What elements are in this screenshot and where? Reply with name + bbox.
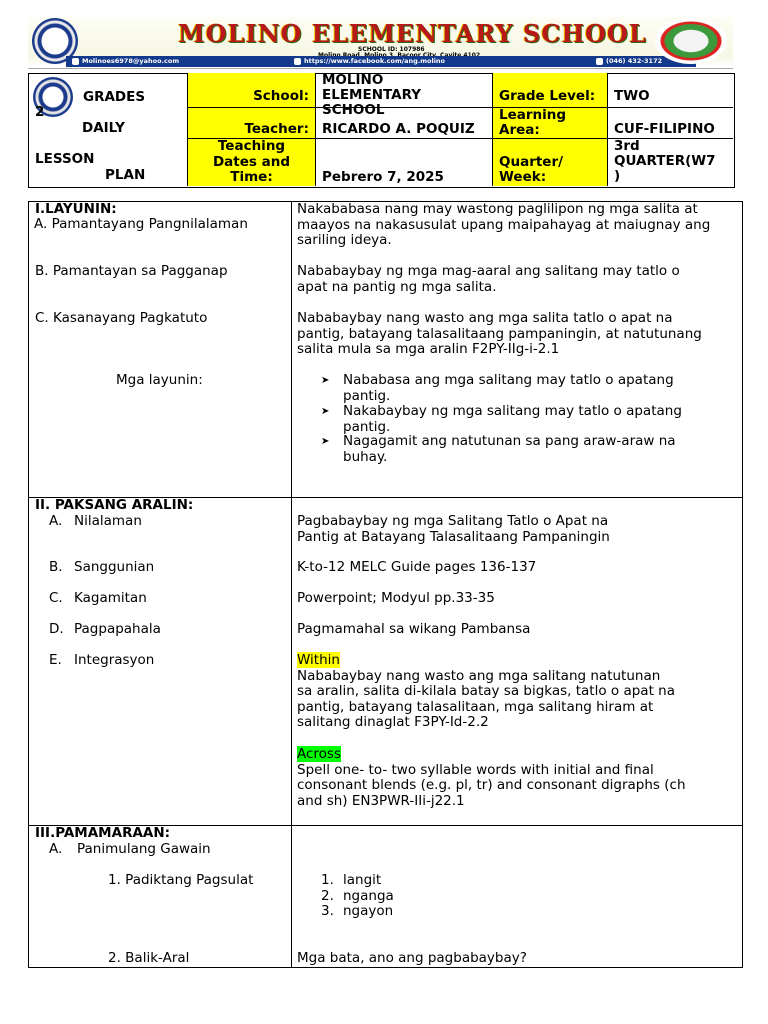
banner-facebook: https://www.facebook.com/ang.molino <box>304 57 446 65</box>
learning-area-value: CUF-FILIPINO <box>607 107 733 138</box>
pamantayan-pagganap-label: B. Pamantayan sa Pagganap <box>35 263 228 279</box>
banner-contact-strip <box>66 56 696 67</box>
teaching-dates-value: Pebrero 7, 2025 <box>315 138 492 186</box>
kagamitan-text: Powerpoint; Modyul pp.33-35 <box>297 590 495 606</box>
paksa-item-letter: D. <box>49 621 64 637</box>
arrow-bullet-icon: ➤ <box>321 406 330 417</box>
paksa-item-letter: C. <box>49 590 63 606</box>
list-item: Nakabaybay ng mga salitang may tatlo o apatang pantig. <box>343 403 682 435</box>
list-item: 2. <box>321 888 334 904</box>
pamamaraan-a-letter: A. <box>49 841 63 857</box>
within-section: Within Nababaybay nang wasto ang mga salitang natutunan sa aralin, salita di-kilala batay sa bigkas, tatlo o apat na pantig, batayang talasalitaan, mga salitang hiram at salitang dinaglat F3PY-Id-2.2 <box>297 652 675 731</box>
list-item: ngayon <box>343 903 394 919</box>
quarter-week-label: Quarter/ Week: <box>492 138 607 186</box>
list-item: 1. <box>321 872 334 888</box>
banner-school-id: SCHOOL ID: 107986 <box>358 46 425 53</box>
list-item: 3. <box>321 903 334 919</box>
sanggunian-label: Sanggunian <box>74 559 155 575</box>
across-label: Across <box>297 746 342 762</box>
arrow-bullet-icon: ➤ <box>321 375 330 386</box>
nilalaman-label: Nilalaman <box>74 513 142 529</box>
kasanayang-pagkatuto-text: Nababaybay nang wasto ang mga salita tatlo o apat na pantig, batayang talasalitaang pampaningin, at natutunang salita mula sa mga aralin F2PY-IIg-i-2.1 <box>297 310 702 358</box>
paksang-aralin-heading: II. PAKSANG ARALIN: <box>35 497 194 513</box>
teaching-dates-label: Teaching Dates and Time: <box>187 138 315 186</box>
sanggunian-text: K-to-12 MELC Guide pages 136-137 <box>297 559 537 575</box>
mga-layunin-label: Mga layunin: <box>116 372 203 388</box>
teacher-value: RICARDO A. POQUIZ <box>315 107 492 138</box>
paksa-item-letter: B. <box>49 559 63 575</box>
kagamitan-label: Kagamitan <box>74 590 147 606</box>
list-item: nganga <box>343 888 394 904</box>
within-label: Within <box>297 652 340 668</box>
grade-level-value: TWO <box>607 73 733 107</box>
phone-icon <box>596 58 603 65</box>
paksa-item-letter: E. <box>49 652 62 668</box>
pamantayan-pagganap-text: Nababaybay ng mga mag-aaral ang salitang may tatlo o apat na pantig ng mga salita. <box>297 263 680 295</box>
nilalaman-text: Pagbabaybay ng mga Salitang Tatlo o Apat na Pantig at Batayang Talasalitaang Pampaningin <box>297 513 610 545</box>
facebook-icon <box>294 58 301 65</box>
layunin-heading: I.LAYUNIN: <box>35 201 117 217</box>
list-item: langit <box>343 872 382 888</box>
pamamaraan-heading: III.PAMAMARAAN: <box>35 825 171 841</box>
pamantayang-pangnilalaman-text: Nakababasa nang may wastong paglilipon ng mga salita at maayos na nakasusulat upang maipahayag at maiugnay ang sariling ideya. <box>297 201 711 249</box>
grade-level-label: Grade Level: <box>492 73 607 107</box>
padiktang-pagsulat-label: 1. Padiktang Pagsulat <box>108 872 254 888</box>
banner-phone: (046) 432-3172 <box>606 57 663 65</box>
pagpapahala-text: Pagmamahal sa wikang Pambansa <box>297 621 531 637</box>
paksa-item-letter: A. <box>49 513 63 529</box>
list-item: Nagagamit ang natutunan sa pang araw-araw na buhay. <box>343 433 676 465</box>
banner-school-name: MOLINO ELEMENTARY SCHOOL <box>178 19 647 48</box>
school-label: School: <box>187 73 315 107</box>
school-banner <box>28 17 733 69</box>
pagpapahala-label: Pagpapahala <box>74 621 161 637</box>
school-value: MOLINO ELEMENTARY SCHOOL <box>315 73 492 107</box>
balik-aral-text: Mga bata, ano ang pagbabaybay? <box>297 950 527 966</box>
teacher-label: Teacher: <box>187 107 315 138</box>
panimulang-gawain-label: Panimulang Gawain <box>77 841 211 857</box>
learning-area-label: Learning Area: <box>492 107 607 138</box>
school-logo-icon <box>655 18 727 64</box>
lesson-plan-table <box>28 201 743 968</box>
banner-email: Molinoes6978@yahoo.com <box>82 57 180 65</box>
email-icon <box>72 58 79 65</box>
integrasyon-label: Integrasyon <box>74 652 155 668</box>
arrow-bullet-icon: ➤ <box>321 436 330 447</box>
list-item: Nababasa ang mga salitang may tatlo o apatang pantig. <box>343 372 674 404</box>
across-section: Across Spell one- to- two syllable words with initial and final consonant blends (e.g. pl, tr) and consonant digraphs (ch and sh) EN3PWR-IIi-j22.1 <box>297 746 686 809</box>
dll-header-table: GRADES 2 DAILY LESSON PLAN School: MOLINO ELEMENTARY SCHOOL Grade Level: TWO Teacher: RICARDO A. POQUIZ Learning Area: CUF-FILIPINO Teaching Dates and Time: Pebrero 7, 2025 Quarter/ Week: 3rd QUARTER(W7 ) <box>28 73 735 188</box>
quarter-week-value: 3rd QUARTER(W7 ) <box>607 138 733 186</box>
kasanayang-pagkatuto-label: C. Kasanayang Pagkatuto <box>35 310 208 326</box>
balik-aral-label: 2. Balik-Aral <box>108 950 190 966</box>
pamantayang-pangnilalaman-label: A. Pamantayang Pangnilalaman <box>34 216 248 232</box>
